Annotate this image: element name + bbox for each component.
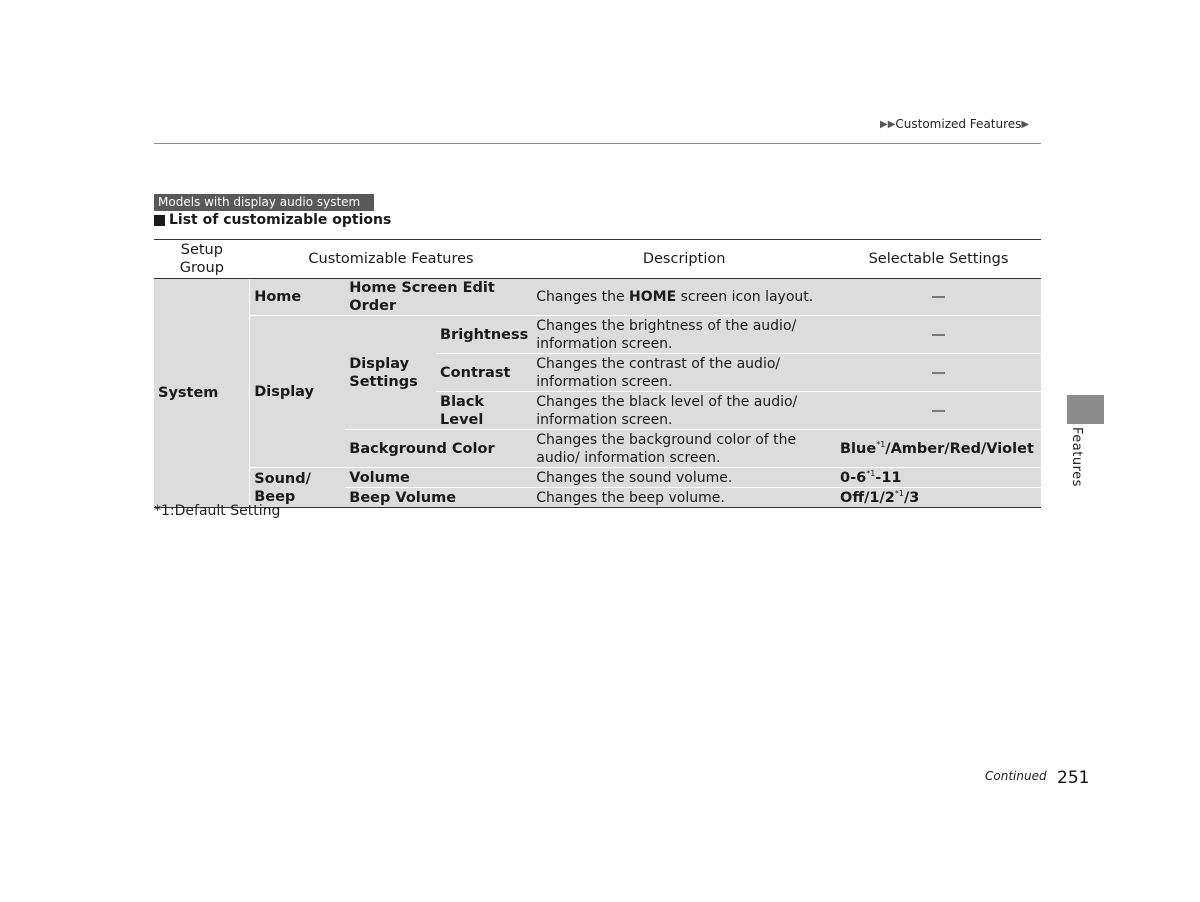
table-row [154, 316, 1041, 354]
setting-pre: Off/1/ [840, 489, 885, 506]
square-bullet-icon [154, 215, 165, 226]
description: Changes the sound volume. [532, 468, 836, 488]
footnote: *1:Default Setting [154, 503, 281, 519]
subgroup-sound-beep: Sound/ Beep [250, 468, 346, 508]
setting-rest: /3 [903, 489, 920, 506]
setting: — [836, 316, 1041, 354]
feature-black-level: Black Level [436, 392, 532, 430]
setting: — [836, 392, 1041, 430]
footnote-marker: *1 [866, 468, 876, 478]
feature-contrast: Contrast [436, 354, 532, 392]
setting-rest: /Amber/Red/Violet [885, 440, 1034, 457]
breadcrumb-label: Customized Features [895, 117, 1022, 131]
feature-display-settings: Display Settings [345, 316, 436, 430]
subgroup-display: Display [250, 316, 346, 468]
description: Changes the black level of the audio/ information screen. [532, 392, 836, 430]
feature-background-color: Background Color [345, 430, 532, 468]
header-customizable-features: Customizable Features [250, 240, 533, 279]
footnote-marker: *1 [876, 439, 886, 449]
arrow-right-icon: ▶ [1021, 118, 1030, 130]
desc-text: Changes the [536, 289, 630, 305]
setting-default: 2 [884, 489, 895, 506]
feature-volume: Volume [345, 468, 532, 488]
setting-default: 0-6 [840, 469, 867, 486]
model-label: Models with display audio system [154, 194, 374, 211]
desc-bold: HOME [629, 289, 677, 305]
continued-label: Continued [985, 769, 1047, 783]
setting [836, 488, 1041, 508]
breadcrumb [880, 117, 1029, 131]
header-setup-group: Setup Group [154, 240, 250, 279]
header-selectable-settings: Selectable Settings [836, 240, 1041, 279]
description: Changes the contrast of the audio/ information screen. [532, 354, 836, 392]
setting: — [836, 279, 1041, 316]
section-tab-label: Features [1069, 427, 1084, 487]
section-tab [1067, 395, 1104, 424]
feature-brightness: Brightness [436, 316, 532, 354]
description [532, 279, 836, 316]
table-row [154, 468, 1041, 488]
footnote-marker: *1 [894, 488, 904, 498]
description: Changes the brightness of the audio/ information screen. [532, 316, 836, 354]
feature-beep-volume: Beep Volume [345, 488, 532, 508]
options-table [154, 239, 1041, 508]
table-row [154, 279, 1041, 316]
desc-text: screen icon layout. [676, 289, 814, 305]
header-description: Description [532, 240, 836, 279]
section-title-text: List of customizable options [169, 212, 392, 228]
feature-home-screen-edit-order: Home Screen Edit Order [345, 279, 532, 316]
group-system: System [154, 279, 250, 508]
page-number: 251 [1057, 768, 1090, 788]
setting [836, 430, 1041, 468]
setting: — [836, 354, 1041, 392]
setting-default: Blue [840, 440, 877, 457]
setting-rest: -11 [875, 469, 902, 486]
header-divider [154, 143, 1041, 144]
table-header-row [154, 240, 1041, 279]
arrow-right-icon: ▶▶ [880, 118, 896, 130]
subgroup-home: Home [250, 279, 346, 316]
description: Changes the background color of the audio/ information screen. [532, 430, 836, 468]
setting [836, 468, 1041, 488]
section-title [154, 212, 391, 228]
description: Changes the beep volume. [532, 488, 836, 508]
